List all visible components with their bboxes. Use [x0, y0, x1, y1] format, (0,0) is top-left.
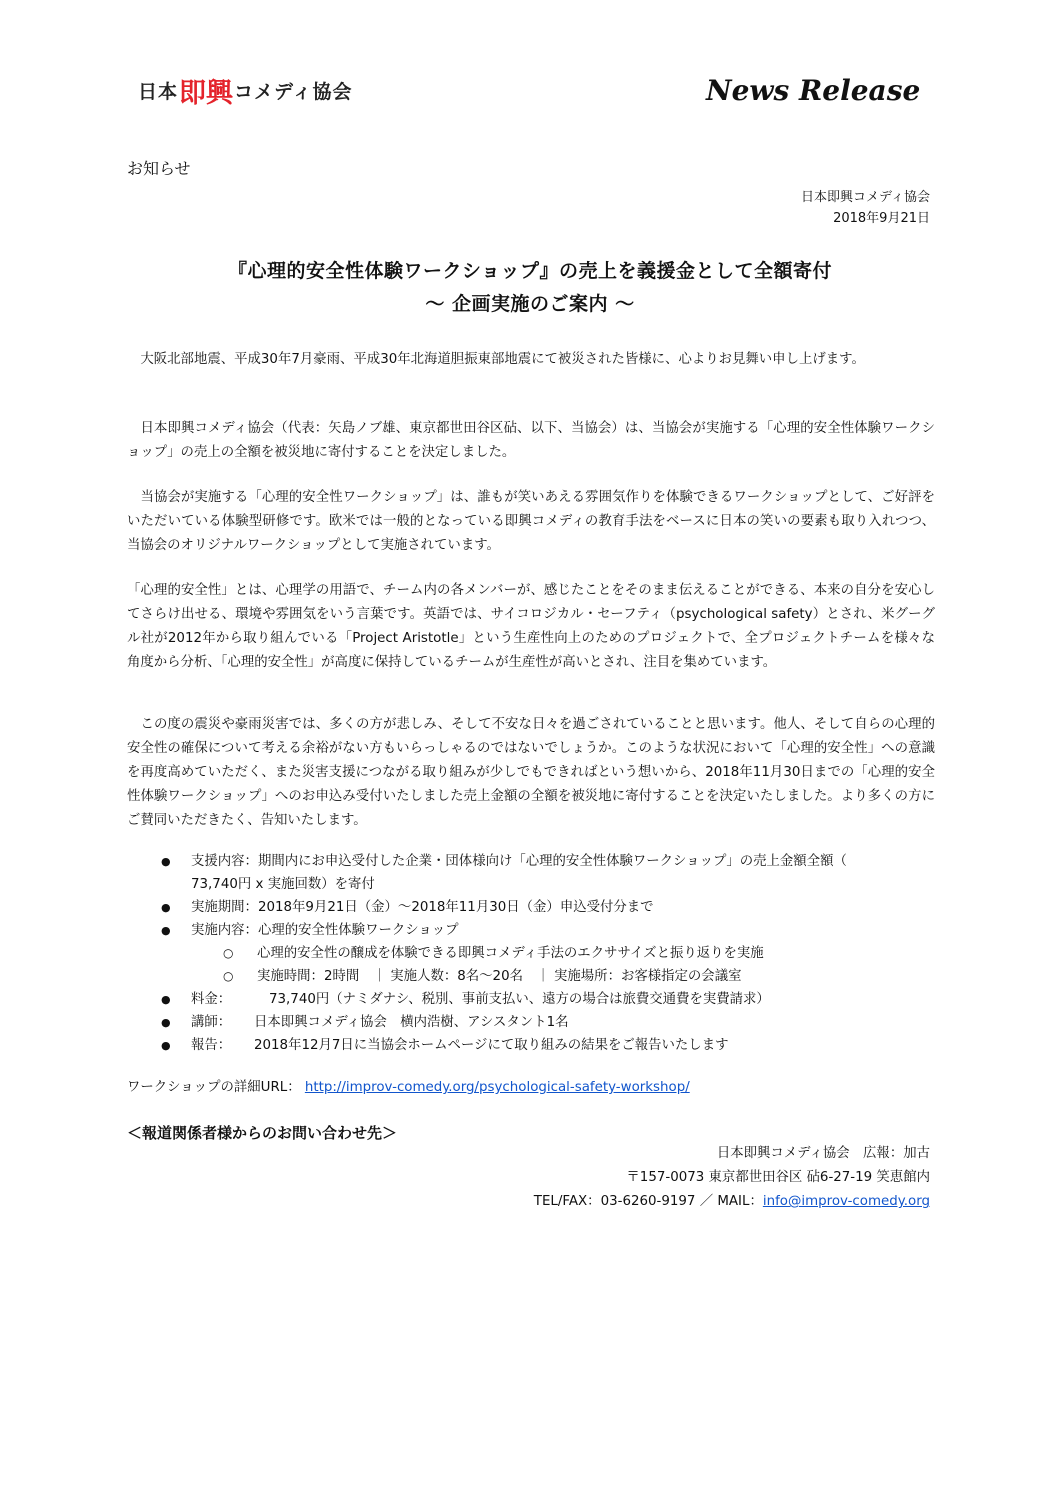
instructor-text: 日本即興コメディ協会 横内浩樹、アシスタント1名	[254, 1015, 569, 1030]
support-text-continued: 73,740円 x 実施回数）を寄付	[191, 877, 375, 892]
workshop-url-link[interactable]: http://improv-comedy.org/psychological-safety-workshop/	[304, 1080, 690, 1095]
paragraph-decision	[127, 417, 935, 465]
content-sub-text: 実施時間：2時間 ｜ 実施人数：8名～20名 ｜ 実施場所：お客様指定の会議室	[257, 969, 742, 984]
report-text: 2018年12月7日に当協会ホームページにて取り組みの結果をご報告いたします	[254, 1038, 729, 1053]
list-item-period	[127, 896, 935, 919]
list-item-support	[127, 850, 935, 873]
company-logo	[138, 72, 353, 108]
list-item-fee	[127, 988, 935, 1011]
contact-heading: ＜報道関係者様からのお問い合わせ先＞	[127, 1124, 398, 1142]
contact-address: 〒157-0073 東京都世田谷区 砧6-27-19 笑恵館内	[626, 1170, 930, 1185]
content-sub-text: 心理的安全性の醸成を体験できる即興コメディ手法のエクササイズと振り返りを実施	[257, 946, 764, 961]
paragraph-text: 大阪北部地震、平成30年7月豪雨、平成30年北海道胆振東部地震にて被災された皆様に、心よりお見舞い申し上げます。	[140, 352, 865, 367]
workshop-url-label: ワークショップの詳細URL：	[127, 1080, 301, 1095]
news-release-title: News Release	[706, 74, 921, 107]
headline: 『心理的安全性体験ワークショップ』の売上を義援金として全額寄付	[227, 260, 833, 282]
subheadline: ～ 企画実施のご案内 ～	[425, 293, 635, 315]
paragraph-text: 日本即興コメディ協会（代表：矢島ノブ雄、東京都世田谷区砧、以下、当協会）は、当協会が実施する「心理的安全性体験ワークショップ」の売上の全額を被災地に寄付することを決定しました。	[127, 421, 936, 460]
paragraph-workshop	[127, 486, 935, 558]
list-item-content	[127, 919, 935, 942]
content-text: 実施内容：心理的安全性体験ワークショップ	[191, 923, 459, 938]
report-label: 報告：	[191, 1038, 232, 1053]
instructor-label: 講師：	[191, 1015, 232, 1030]
paragraph-motivation	[127, 713, 935, 833]
list-item-instructor	[127, 1011, 935, 1034]
sender-organization: 日本即興コメディ協会	[801, 190, 930, 205]
paragraph-text: この度の震災や豪雨災害では、多くの方が悲しみ、そして不安な日々を過ごされていることと思います。他人、そして自らの心理的安全性の確保について考える余裕がない方もいらっしゃるのではないでしょうか。このような状況において「心理的安全性」への意識を再度高めていただく、また災害支援につながる取り組みが少しでもできればという想いから、2018年11月30日までの「心理的安全性体験ワークショップ」へのお申込み受付いたしました売上金額の全額を被災地に寄付することを決定いたしました。より多くの方にご賛同いただきたく、告知いたします。	[127, 717, 936, 828]
contact-tel: TEL/FAX：03-6260-9197 ／ MAIL：	[533, 1194, 763, 1209]
paragraph-definition	[127, 579, 935, 675]
logo-red-text: 即興	[179, 77, 234, 109]
contact-mail-link[interactable]: info@improv-comedy.org	[762, 1194, 930, 1209]
fee-label: 料金：	[191, 992, 232, 1007]
logo-prefix: 日本	[138, 80, 179, 103]
paragraph-condolence	[127, 348, 935, 372]
paragraph-text: 「心理的安全性」とは、心理学の用語で、チーム内の各メンバーが、感じたことをそのまま伝えることができる、本来の自分を安心してさらけ出せる、環境や雰囲気をいう言葉です。英語では、サイコロジカル・セーフティ（psychological safety）とされ、米グーグル社が2012年から取り組んでいる「Project Aristotle」という生産性向上のためのプロジェクトで、全プロジェクトチームを様々な角度から分析、「心理的安全性」が高度に保持しているチームが生産性が高いとされ、注目を集めています。	[127, 583, 935, 670]
list-subitem-exercise	[127, 942, 935, 965]
release-date: 2018年9月21日	[833, 211, 930, 226]
workshop-url-line	[127, 1076, 690, 1095]
contact-tel-mail	[534, 1190, 930, 1209]
list-item-report	[127, 1034, 935, 1057]
period-text: 実施期間：2018年9月21日（金）～2018年11月30日（金）申込受付分まで	[191, 900, 654, 915]
paragraph-text: 当協会が実施する「心理的安全性ワークショップ」は、誰もが笑いあえる雰囲気作りを体験できるワークショップとして、ご好評をいただいている体験型研修です。欧米では一般的となっている即興コメディの教育手法をベースに日本の笑いの要素も取り入れつつ、当協会のオリジナルワークショップとして実施されています。	[127, 490, 935, 553]
support-text: 支援内容：期間内にお申込受付した企業・団体様向け「心理的安全性体験ワークショップ」の売上金額全額（	[191, 854, 847, 869]
fee-text: 73,740円（ナミダナシ、税別、事前支払い、遠方の場合は旅費交通費を実費請求）	[269, 992, 770, 1007]
contact-organization: 日本即興コメディ協会 広報：加古	[716, 1146, 930, 1161]
list-subitem-logistics	[127, 965, 935, 988]
list-item-support-continued	[127, 873, 935, 896]
details-list	[127, 850, 935, 1057]
notice-label: お知らせ	[127, 159, 191, 178]
logo-suffix: コメディ協会	[234, 80, 353, 103]
